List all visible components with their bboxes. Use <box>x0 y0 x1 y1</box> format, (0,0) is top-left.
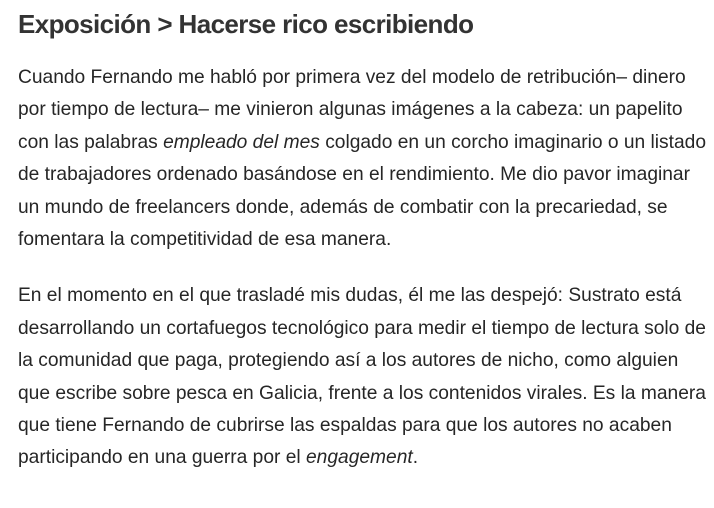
article-title: Exposición > Hacerse rico escribiendo <box>18 9 474 39</box>
paragraph-1-emphasis: empleado del mes <box>163 131 320 153</box>
paragraph-2-emphasis: engagement <box>306 447 413 469</box>
paragraph-2-text-end: . <box>412 447 419 469</box>
paragraph-2-text-start: En el momento en el que trasladé mis dudas, él me las despejó: Sustrato está desarrollando un cortafuegos tecnológico para medir el tiempo de lectura solo de la comunidad que paga, protegiendo así a los autores de nicho, como alguien que escribe sobre pesca en Galicia, frente a los contenidos virales. Es la manera que tiene Fernando de cubrirse las espaldas para que los autores no acaben participando en una guerra por el <box>18 285 706 469</box>
paragraph-1-text-end: colgado en un corcho imaginario o un listado de trabajadores ordenado basándose en el rendimiento. Me dio pavor imaginar un mundo de freelancers donde, además de combatir con la precariedad, se fomentara la competitividad de esa manera. <box>18 131 706 251</box>
paragraph-1-text-start: Cuando Fernando me habló por primera vez del modelo de retribución– dinero por tiempo de lectura– me vinieron algunas imágenes a la cabeza: un papelito con las palabras <box>18 67 686 153</box>
paragraph-2 <box>18 280 708 474</box>
article <box>18 6 708 475</box>
paragraph-1 <box>18 62 708 256</box>
